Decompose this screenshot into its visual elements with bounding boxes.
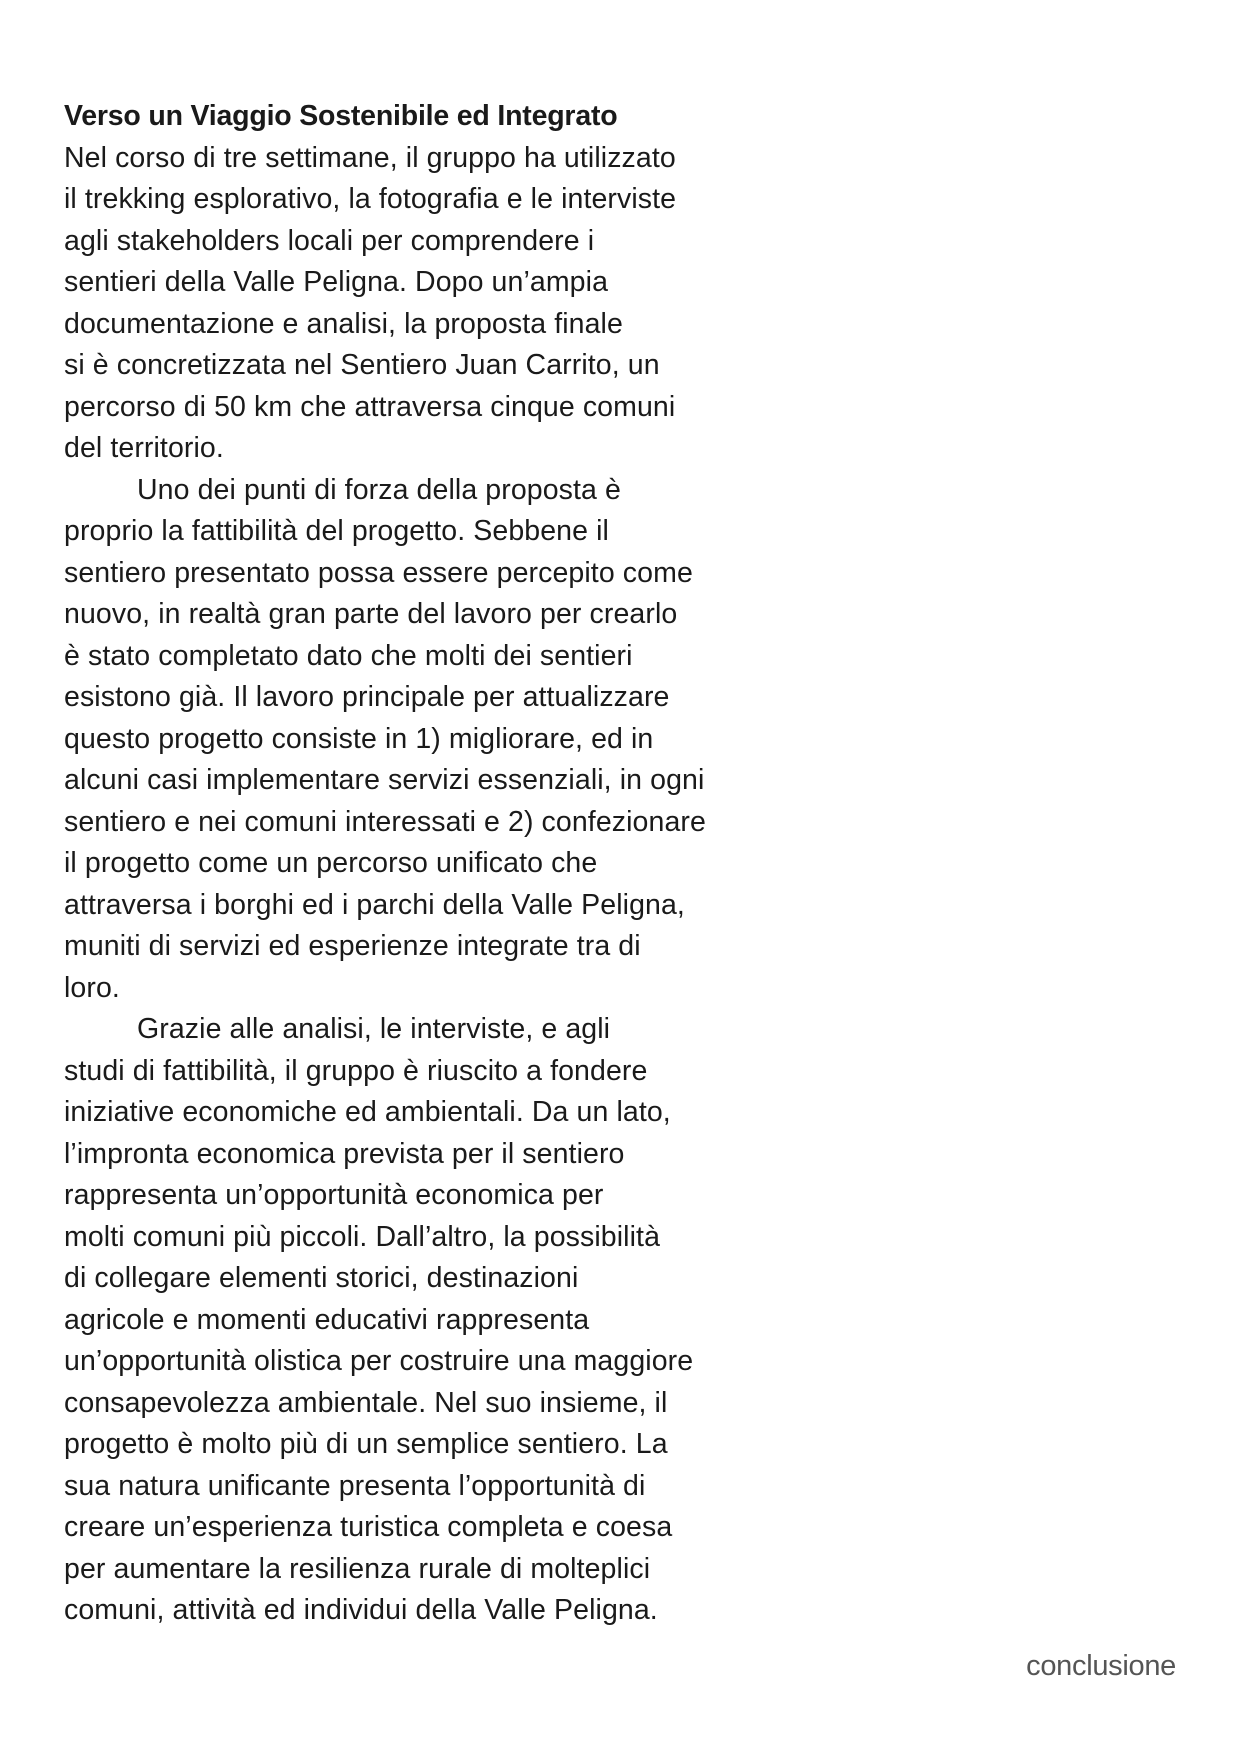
text-line: rappresenta un’opportunità economica per [64, 1179, 604, 1211]
text-line: di collegare elementi storici, destinazioni [64, 1262, 579, 1294]
section-heading: Verso un Viaggio Sostenibile ed Integrato [64, 100, 618, 132]
text-line: consapevolezza ambientale. Nel suo insieme, il [64, 1386, 668, 1419]
text-line: l’impronta economica prevista per il sentiero [64, 1137, 625, 1170]
text-line: sua natura unificante presenta l’opportunità di [64, 1469, 646, 1502]
text-line: proprio la fattibilità del progetto. Sebbene il [64, 515, 609, 547]
text-line: progetto è molto più di un semplice sentiero. La [64, 1428, 668, 1460]
text-line: nuovo, in realtà gran parte del lavoro per crearlo [64, 598, 678, 630]
text-line: muniti di servizi ed esperienze integrate tra di [64, 930, 641, 962]
text-line: del territorio. [64, 432, 224, 464]
section-footer-label: conclusione [1026, 1650, 1176, 1682]
text-line: documentazione e analisi, la proposta finale [64, 307, 623, 340]
paragraph-3 [64, 1009, 824, 1632]
text-line: alcuni casi implementare servizi essenziali, in ogni [64, 764, 705, 796]
paragraph-1 [64, 138, 824, 470]
text-line: si è concretizzata nel Sentiero Juan Carrito, un [64, 349, 660, 381]
text-line: studi di fattibilità, il gruppo è riuscito a fondere [64, 1054, 648, 1087]
text-line: un’opportunità olistica per costruire una maggiore [64, 1345, 694, 1377]
text-line: agli stakeholders locali per comprendere i [64, 224, 595, 257]
text-line: percorso di 50 km che attraversa cinque comuni [64, 390, 676, 423]
text-line: sentiero e nei comuni interessati e 2) confezionare [64, 805, 706, 838]
text-line: molti comuni più piccoli. Dall’altro, la possibilità [64, 1220, 661, 1253]
text-line: loro. [64, 971, 120, 1004]
text-line: attraversa i borghi ed i parchi della Valle Peligna, [64, 888, 685, 921]
text-line: per aumentare la resilienza rurale di molteplici [64, 1552, 651, 1585]
text-line: esistono già. Il lavoro principale per attualizzare [64, 681, 670, 713]
text-line: il trekking esplorativo, la fotografia e le interviste [64, 183, 677, 215]
text-line: il progetto come un percorso unificato che [64, 847, 598, 879]
text-line: Nel corso di tre settimane, il gruppo ha utilizzato [64, 141, 676, 174]
text-line: sentieri della Valle Peligna. Dopo un’ampia [64, 266, 609, 298]
text-line: Grazie alle analisi, le interviste, e agli [137, 1013, 611, 1045]
text-line: comuni, attività ed individui della Valle Peligna. [64, 1594, 658, 1626]
text-line: sentiero presentato possa essere percepito come [64, 556, 693, 589]
text-line: Uno dei punti di forza della proposta è [137, 473, 621, 506]
text-line: creare un’esperienza turistica completa e coesa [64, 1511, 673, 1543]
text-line: agricole e momenti educativi rappresenta [64, 1303, 590, 1336]
text-column [64, 96, 824, 1632]
paragraph-2 [64, 470, 824, 1010]
text-line: questo progetto consiste in 1) migliorare, ed in [64, 722, 654, 755]
text-line: è stato completato dato che molti dei sentieri [64, 639, 633, 672]
text-line: iniziative economiche ed ambientali. Da un lato, [64, 1096, 671, 1128]
